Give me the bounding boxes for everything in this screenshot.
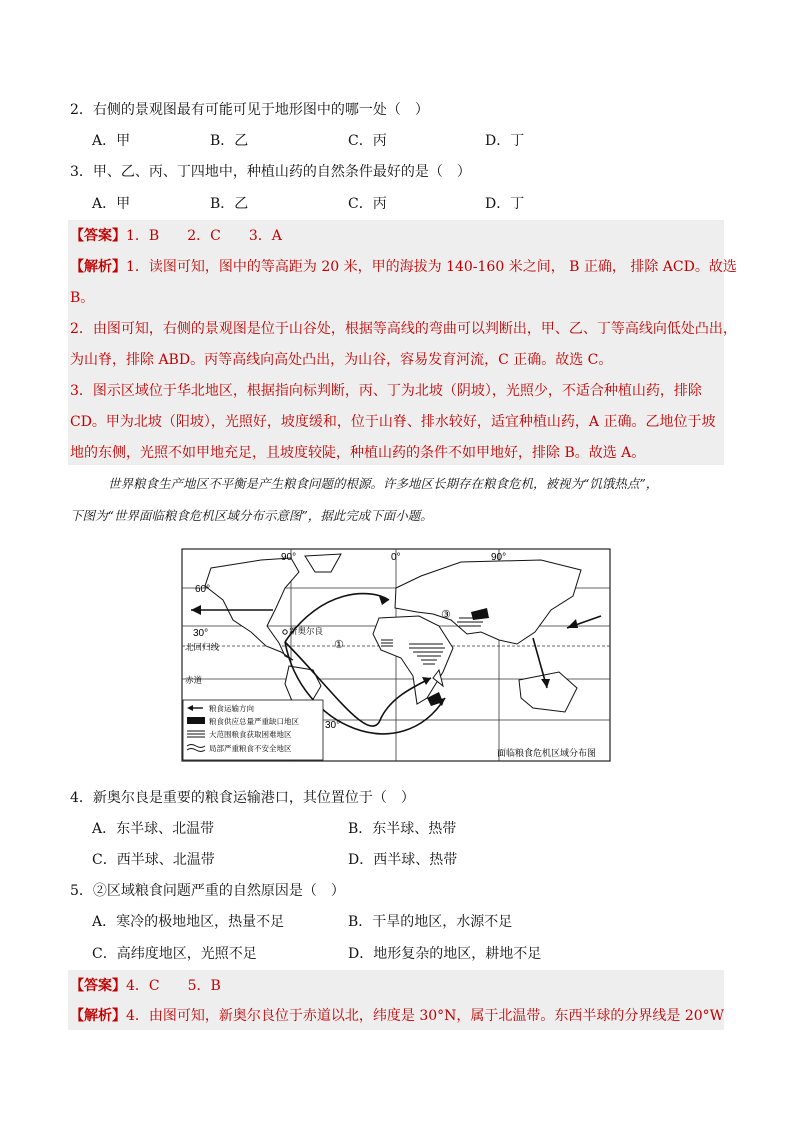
analysis-line-5: 3．图示区域位于华北地区，根据指向标判断，丙、丁为北坡（阴坡），光照少，不适合种植山药，排除 [70,383,702,399]
q4-option-d: D．西半球、热带 [348,852,458,868]
new-orleans-label: 新奥尔良 [289,627,324,637]
q3-stem: 3．甲、乙、丙、丁四地中，种植山药的自然条件最好的是（ ） [70,164,471,180]
equator-label: 赤道 [185,676,203,686]
analysis-line-1 [70,257,737,277]
q4-option-c: C．西半球、北温带 [92,852,215,868]
legend-item-1: 粮食运输方向 [209,704,254,713]
analysis-tag-2: 【解析】 [70,1008,126,1024]
analysis-line-7: 地的东侧，光照不如甲地充足，且坡度较陡，种植山药的条件不如甲地好，排除 B。故选 A。 [70,445,646,461]
analysis-text: 1．读图可知，图中的等高距为 20 米，甲的海拔为 140-160 米之间， B 正确， 排除 ACD。故选 [126,259,737,275]
lon-label-90e: 90° [491,552,507,563]
lat-label-60: 60° [195,584,211,595]
lat-label-30s: 30° [325,720,341,731]
intro-line-2: 下图为“世界面临粮食危机区域分布示意图”，据此完成下面小题。 [70,508,433,523]
legend-item-2: 粮食供应总量严重缺口地区 [209,717,299,726]
region-mark-3: ③ [441,608,451,621]
intro-line-1: 世界粮食生产地区不平衡是产生粮食问题的根源。许多地区长期存在粮食危机，被视为“饥饿热点”， [108,476,659,491]
q4-option-a: A．东半球、北温带 [92,821,215,837]
lat-label-30n: 30° [193,628,209,639]
q2-option-b: B．乙 [210,133,249,149]
answer-line-2 [70,976,221,996]
legend-item-3: 大范围粮食获取困难地区 [209,730,292,739]
analysis-line-6: CD。甲为北坡（阳坡），光照好，坡度缓和，位于山脊、排水较好，适宜种植山药，A 正确。乙地位于坡 [70,414,716,430]
q3-option-d: D．丁 [485,196,525,212]
answer-tag: 【答案】 [70,228,126,244]
answer-line-1 [70,226,282,246]
legend-item-4: 局部严重粮食不安全地区 [209,744,292,753]
answer-text: 1．B 2．C 3．A [126,228,282,244]
q2-option-c: C．丙 [348,133,387,149]
analysis-line-3: 2．由图可知，右侧的景观图是位于山谷处，根据等高线的弯曲可以判断出，甲、乙、丁等高线向低处凸出， [70,321,737,337]
tropic-label: 北回归线 [185,643,220,653]
q4-option-b: B．东半球、热带 [348,821,457,837]
world-food-crisis-map [181,548,611,762]
map-legend [183,700,323,760]
analysis-line-4: 为山脊，排除 ABD。丙等高线向高处凸出，为山谷，容易发育河流，C 正确。故选 C。 [70,352,613,368]
q5-option-b: B．干旱的地区，水源不足 [348,914,513,930]
q3-option-c: C．丙 [348,196,387,212]
new-orleans-marker [283,630,287,634]
q5-option-c: C．高纬度地区，光照不足 [92,946,257,962]
region-mark-1: ① [334,638,344,651]
analysis-tag: 【解析】 [70,259,126,275]
lon-label-90w: 90° [281,552,297,563]
lon-label-0: 0° [391,552,401,563]
q5-option-d: D．地形复杂的地区，耕地不足 [348,946,542,962]
q4-stem: 4．新奥尔良是重要的粮食运输港口，其位置位于（ ） [70,790,415,806]
q5-stem: 5．②区域粮食问题严重的自然原因是（ ） [70,883,345,899]
q2-stem: 2．右侧的景观图最有可能可见于地形图中的哪一处（ ） [70,102,429,118]
answer-text-2: 4．C 5．B [126,978,221,994]
analysis-line-2-1 [70,1006,724,1026]
q2-option-d: D．丁 [485,133,525,149]
analysis-line-2: B。 [70,290,95,306]
analysis-text-2: 4．由图可知，新奥尔良位于赤道以北，纬度是 30°N，属于北温带。东西半球的分界线是 20°W [126,1008,725,1024]
q3-option-b: B．乙 [210,196,249,212]
q3-option-a: A．甲 [92,196,131,212]
q5-option-a: A．寒冷的极地地区，热量不足 [92,914,285,930]
map-caption: 面临粮食危机区域分布图 [497,749,597,759]
answer-tag-2: 【答案】 [70,978,126,994]
q2-option-a: A．甲 [92,133,131,149]
